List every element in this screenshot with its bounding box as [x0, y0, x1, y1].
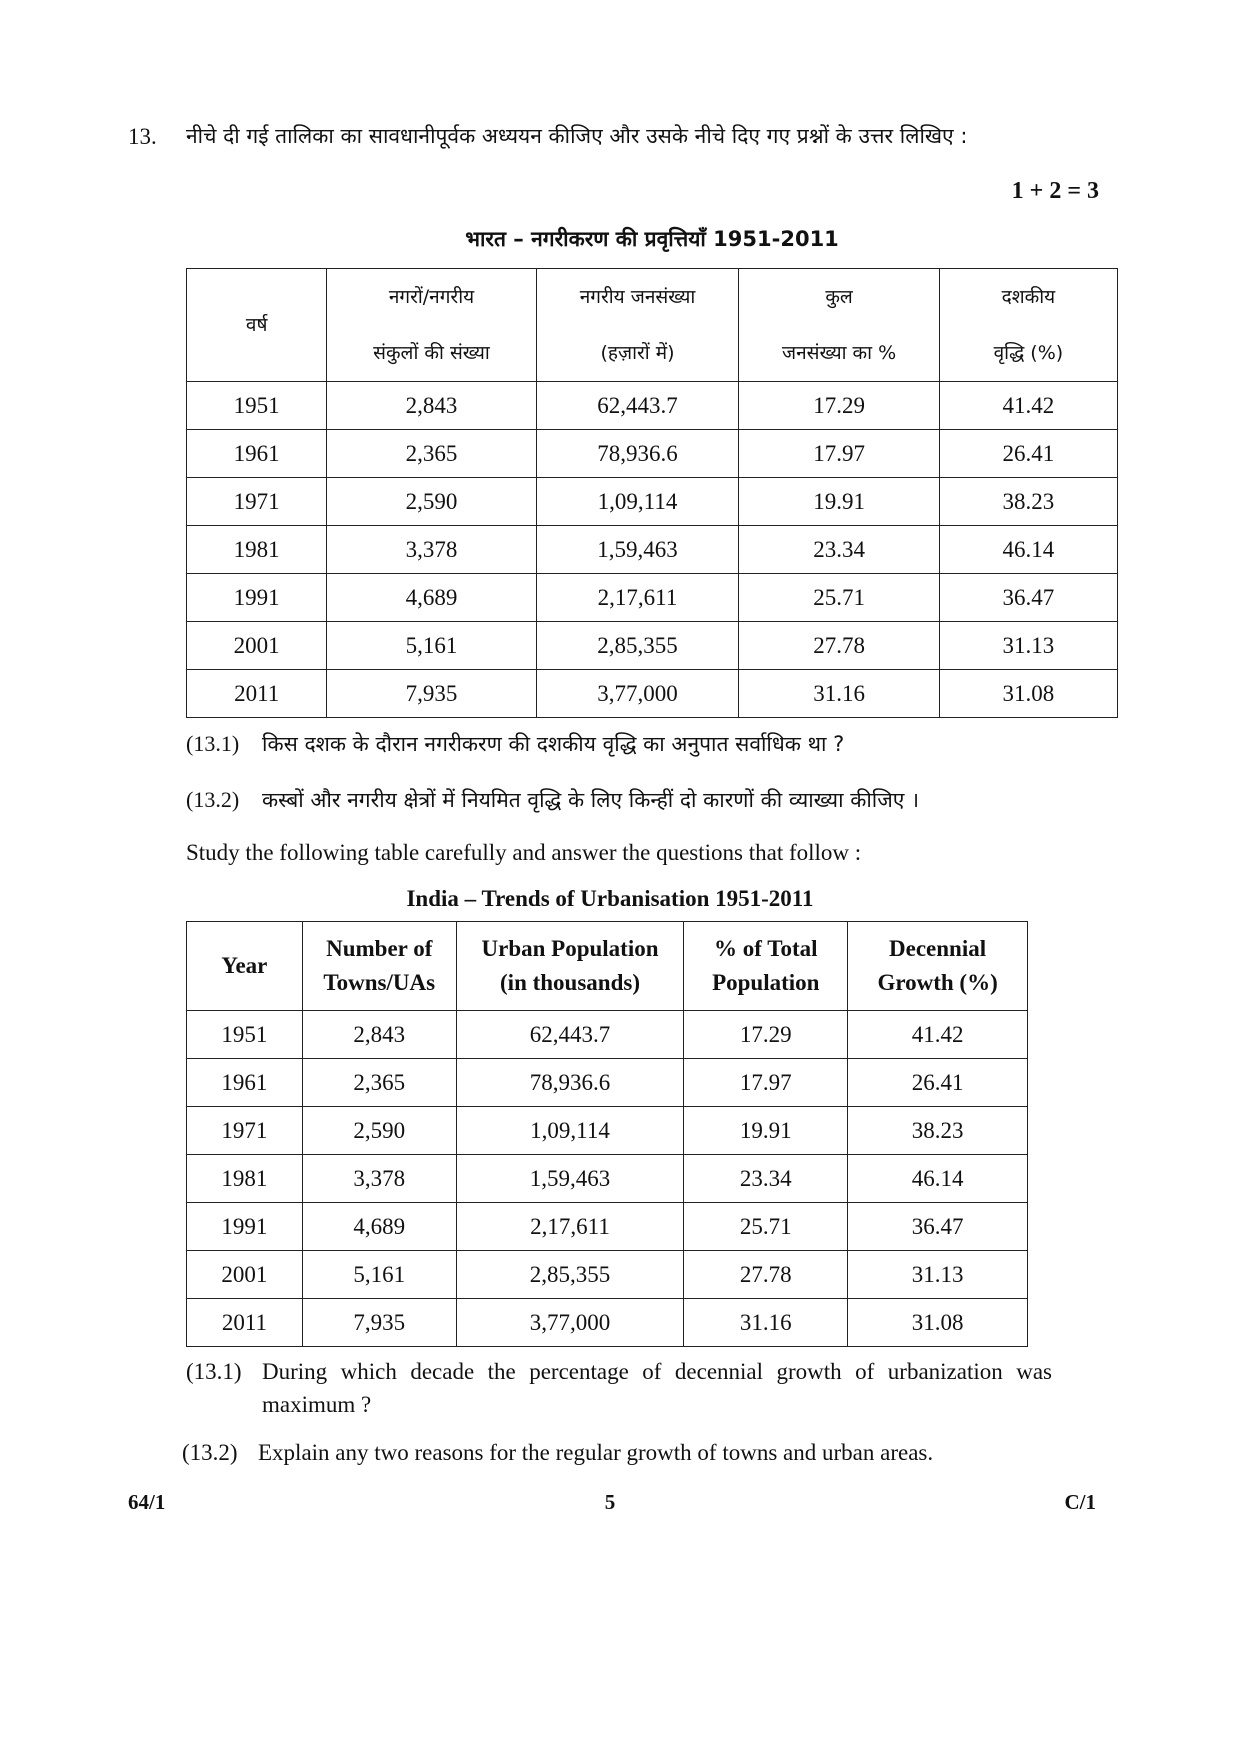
subquestion-text: कस्बों और नगरीय क्षेत्रों में नियमित वृद्धि के लिए किन्हीं दो कारणों की व्याख्या कीजिए ।	[262, 788, 920, 812]
table-row	[187, 1251, 1028, 1299]
cell-urban-population: 2,85,355	[536, 622, 739, 670]
cell-towns: 4,689	[302, 1203, 456, 1251]
cell-towns: 2,590	[327, 478, 536, 526]
cell-towns: 2,365	[302, 1059, 456, 1107]
cell-year: 2001	[187, 622, 327, 670]
cell-towns: 4,689	[327, 574, 536, 622]
cell-percent-total: 31.16	[739, 670, 939, 718]
cell-decennial-growth: 41.42	[939, 382, 1117, 430]
header-towns: नगरों/नगरीय संकुलों की संख्या	[327, 269, 536, 382]
cell-decennial-growth: 36.47	[848, 1203, 1028, 1251]
cell-decennial-growth: 36.47	[939, 574, 1117, 622]
cell-percent-total: 27.78	[739, 622, 939, 670]
cell-towns: 7,935	[327, 670, 536, 718]
header-year: वर्ष	[187, 269, 327, 382]
cell-urban-population: 78,936.6	[456, 1059, 684, 1107]
table-caption-english: India – Trends of Urbanisation 1951-2011	[406, 886, 814, 911]
header-urban-population: Urban Population (in thousands)	[456, 922, 684, 1011]
subquestion-text: Explain any two reasons for the regular growth of towns and urban areas.	[258, 1440, 934, 1465]
cell-towns: 2,843	[302, 1011, 456, 1059]
cell-percent-total: 17.97	[684, 1059, 848, 1107]
table-row	[187, 430, 1118, 478]
cell-towns: 3,378	[302, 1155, 456, 1203]
cell-urban-population: 1,09,114	[456, 1107, 684, 1155]
header-percent-total: कुल जनसंख्या का %	[739, 269, 939, 382]
header-decennial-growth: दशकीय वृद्धि (%)	[939, 269, 1117, 382]
cell-urban-population: 1,59,463	[536, 526, 739, 574]
cell-decennial-growth: 38.23	[848, 1107, 1028, 1155]
cell-towns: 3,378	[327, 526, 536, 574]
cell-percent-total: 27.78	[684, 1251, 848, 1299]
subquestion-13-1-english	[186, 1355, 1056, 1421]
table-row	[187, 622, 1118, 670]
cell-urban-population: 2,17,611	[456, 1203, 684, 1251]
cell-percent-total: 19.91	[739, 478, 939, 526]
cell-towns: 5,161	[302, 1251, 456, 1299]
subquestion-number: (13.2)	[182, 1440, 238, 1465]
cell-year: 2001	[187, 1251, 303, 1299]
subquestion-number: (13.2)	[186, 787, 240, 812]
cell-year: 1951	[187, 1011, 303, 1059]
cell-decennial-growth: 31.13	[848, 1251, 1028, 1299]
page-number: 5	[604, 1490, 616, 1514]
cell-urban-population: 3,77,000	[536, 670, 739, 718]
header-decennial-growth: Decennial Growth (%)	[848, 922, 1028, 1011]
cell-decennial-growth: 26.41	[848, 1059, 1028, 1107]
cell-percent-total: 17.97	[739, 430, 939, 478]
cell-urban-population: 2,17,611	[536, 574, 739, 622]
cell-urban-population: 2,85,355	[456, 1251, 684, 1299]
cell-urban-population: 1,59,463	[456, 1155, 684, 1203]
table-row	[187, 1107, 1028, 1155]
header-percent-total: % of Total Population	[684, 922, 848, 1011]
table-header-row	[187, 269, 1118, 382]
table-row	[187, 1155, 1028, 1203]
cell-decennial-growth: 41.42	[848, 1011, 1028, 1059]
cell-decennial-growth: 46.14	[848, 1155, 1028, 1203]
cell-urban-population: 3,77,000	[456, 1299, 684, 1347]
cell-year: 1981	[187, 1155, 303, 1203]
table-row	[187, 1299, 1028, 1347]
cell-percent-total: 25.71	[684, 1203, 848, 1251]
subquestion-number: (13.1)	[186, 731, 240, 756]
instruction-english: Study the following table carefully and answer the questions that follow :	[186, 840, 862, 865]
table-row	[187, 1059, 1028, 1107]
urbanisation-table-hindi	[186, 268, 1118, 718]
table-row	[187, 574, 1118, 622]
cell-year: 1991	[187, 574, 327, 622]
question-number: 13.	[128, 124, 157, 149]
marks-allocation: 1 + 2 = 3	[1011, 178, 1099, 204]
table-row	[187, 1203, 1028, 1251]
cell-towns: 7,935	[302, 1299, 456, 1347]
table-row	[187, 670, 1118, 718]
subquestion-13-2-english	[182, 1436, 1052, 1469]
cell-percent-total: 17.29	[739, 382, 939, 430]
cell-decennial-growth: 31.08	[939, 670, 1117, 718]
header-urban-population: नगरीय जनसंख्या (हज़ारों में)	[536, 269, 739, 382]
cell-year: 1951	[187, 382, 327, 430]
header-year: Year	[187, 922, 303, 1011]
table-header-row	[187, 922, 1028, 1011]
cell-percent-total: 23.34	[739, 526, 939, 574]
subquestion-13-1-hindi	[186, 730, 844, 758]
cell-year: 1961	[187, 1059, 303, 1107]
set-code: C/1	[1064, 1490, 1096, 1514]
cell-year: 1971	[187, 1107, 303, 1155]
urbanisation-table-english	[186, 921, 1028, 1347]
cell-urban-population: 78,936.6	[536, 430, 739, 478]
subquestion-number: (13.1)	[186, 1359, 242, 1384]
cell-decennial-growth: 26.41	[939, 430, 1117, 478]
cell-year: 2011	[187, 1299, 303, 1347]
cell-percent-total: 25.71	[739, 574, 939, 622]
table-row	[187, 526, 1118, 574]
subquestion-text: During which decade the percentage of decennial growth of urbanization was maximum ?	[262, 1359, 1052, 1417]
table-row	[187, 382, 1118, 430]
subquestion-text: किस दशक के दौरान नगरीकरण की दशकीय वृद्धि का अनुपात सर्वाधिक था ?	[262, 732, 845, 756]
cell-decennial-growth: 31.08	[848, 1299, 1028, 1347]
table-caption-hindi: भारत – नगरीकरण की प्रवृत्तियाँ 1951-2011	[465, 227, 839, 251]
question-instruction-hindi: नीचे दी गई तालिका का सावधानीपूर्वक अध्ययन कीजिए और उसके नीचे दिए गए प्रश्नों के उत्तर लिखिए :	[186, 124, 968, 148]
cell-percent-total: 19.91	[684, 1107, 848, 1155]
cell-decennial-growth: 31.13	[939, 622, 1117, 670]
cell-year: 1981	[187, 526, 327, 574]
cell-urban-population: 62,443.7	[456, 1011, 684, 1059]
header-towns: Number of Towns/UAs	[302, 922, 456, 1011]
cell-year: 1961	[187, 430, 327, 478]
cell-decennial-growth: 46.14	[939, 526, 1117, 574]
cell-year: 1971	[187, 478, 327, 526]
cell-towns: 2,590	[302, 1107, 456, 1155]
cell-decennial-growth: 38.23	[939, 478, 1117, 526]
subquestion-13-2-hindi	[186, 786, 919, 814]
cell-percent-total: 17.29	[684, 1011, 848, 1059]
cell-year: 2011	[187, 670, 327, 718]
cell-percent-total: 31.16	[684, 1299, 848, 1347]
cell-urban-population: 62,443.7	[536, 382, 739, 430]
table-row	[187, 1011, 1028, 1059]
paper-code: 64/1	[128, 1490, 166, 1514]
cell-urban-population: 1,09,114	[536, 478, 739, 526]
cell-year: 1991	[187, 1203, 303, 1251]
table-row	[187, 478, 1118, 526]
cell-towns: 5,161	[327, 622, 536, 670]
cell-percent-total: 23.34	[684, 1155, 848, 1203]
cell-towns: 2,843	[327, 382, 536, 430]
cell-towns: 2,365	[327, 430, 536, 478]
